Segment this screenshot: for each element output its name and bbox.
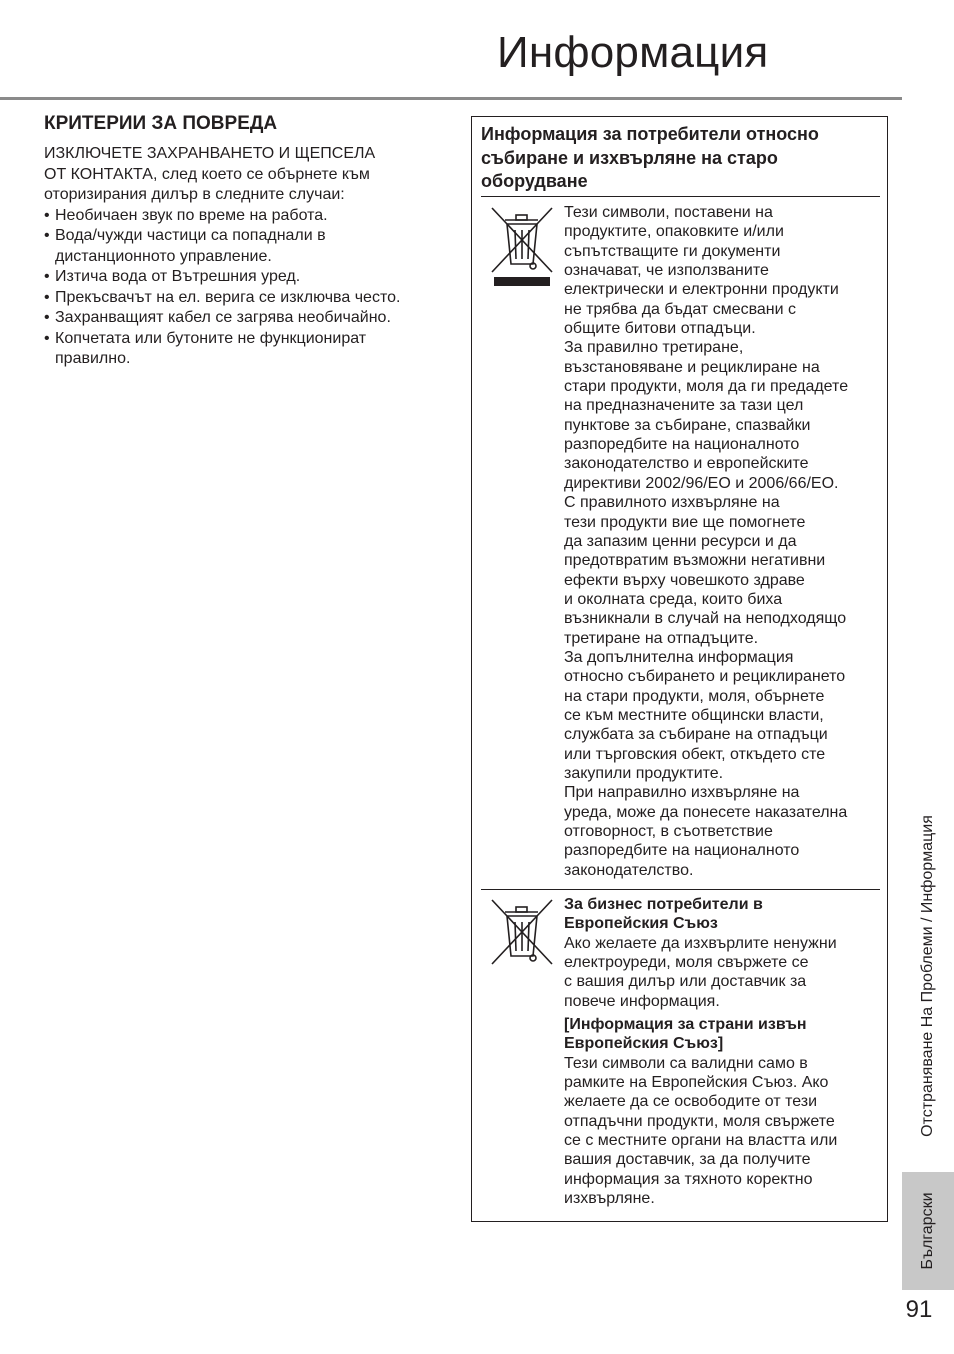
text-line: да запазим ценни ресурси и да bbox=[564, 532, 797, 550]
text-line: уреда, може да понесете наказателна bbox=[564, 803, 848, 821]
text-line: законодателство и европейските bbox=[564, 455, 809, 473]
fault-criteria-intro bbox=[44, 144, 444, 206]
text-line: ефекти върху човешкото здраве bbox=[564, 571, 805, 589]
business-heading-line: Европейския Съюз bbox=[564, 915, 718, 933]
list-item bbox=[44, 288, 444, 309]
side-tab-language-label: Български bbox=[919, 1192, 936, 1270]
bullet-marker: • bbox=[44, 227, 50, 244]
side-tab-language bbox=[902, 1172, 954, 1290]
intro-line: ИЗКЛЮЧЕТЕ ЗАХРАНВАНЕТО И ЩЕПСЕЛА bbox=[44, 145, 376, 162]
text-line: на предназначените за тази цел bbox=[564, 397, 804, 415]
fault-criteria-list bbox=[44, 206, 444, 370]
text-line: продуктите, опаковките и/или bbox=[564, 223, 784, 241]
bullet-marker: • bbox=[44, 268, 50, 285]
text-line: рамките на Европейския Съюз. Ако bbox=[564, 1074, 829, 1092]
divider bbox=[481, 889, 880, 890]
text-line: тези продукти вие ще помогнете bbox=[564, 513, 806, 531]
text-line: не трябва да бъдат смесвани с bbox=[564, 300, 797, 318]
list-item-text: Прекъсвачът на ел. верига се изключва често. bbox=[55, 288, 401, 306]
side-tab-section-label: Отстраняване На Проблеми / Информация bbox=[919, 815, 936, 1137]
bullet-marker: • bbox=[44, 329, 50, 347]
page-number: 91 bbox=[905, 1296, 933, 1323]
text-line: разпоредбите на националното bbox=[564, 842, 800, 860]
text-line: възникнали в случай на неподходящо bbox=[564, 610, 847, 628]
list-item bbox=[44, 329, 444, 370]
text-line: означават, че използваните bbox=[564, 262, 769, 280]
disposal-text-household bbox=[564, 203, 848, 880]
text-line: възстановяване и рециклиране на bbox=[564, 358, 820, 376]
list-item-text: Захранващият кабел се загрява необичайно. bbox=[55, 309, 391, 326]
list-item-text: Копчетата или бутоните не функционират bbox=[55, 329, 367, 347]
business-heading-line: За бизнес потребители в bbox=[564, 896, 763, 913]
heading-line: събиране и изхвърляне на старо bbox=[481, 147, 778, 168]
fault-criteria-heading: КРИТЕРИИ ЗА ПОВРЕДА bbox=[44, 113, 278, 134]
text-line: електрически и електронни продукти bbox=[564, 281, 839, 299]
list-item-text: правилно. bbox=[55, 350, 131, 367]
bullet-marker: • bbox=[44, 288, 50, 306]
text-line: За допълнителна информация bbox=[564, 648, 794, 666]
text-line: При направилно изхвърляне на bbox=[564, 784, 800, 802]
text-line: отпадъчни продукти, моля свържете bbox=[564, 1112, 835, 1130]
text-line: Тези символи, поставени на bbox=[564, 204, 773, 221]
list-item bbox=[44, 308, 444, 329]
text-line: се с местните органи на властта или bbox=[564, 1132, 838, 1150]
text-line: службата за събиране на отпадъци bbox=[564, 726, 828, 744]
text-line: разпоредбите на националното bbox=[564, 436, 800, 454]
text-line: или търговския обект, откъдето сте bbox=[564, 745, 826, 763]
disposal-info-heading bbox=[481, 123, 881, 194]
text-line: Ако желаете да изхвърлите ненужни bbox=[564, 934, 837, 952]
list-item bbox=[44, 267, 444, 288]
outside-eu-heading-line: [Информация за страни извън bbox=[564, 1016, 807, 1034]
text-line: общите битови отпадъци. bbox=[564, 320, 756, 338]
intro-line: ОТ КОНТАКТА, след което се обърнете към bbox=[44, 165, 370, 183]
text-line: С правилното изхвърляне на bbox=[564, 494, 780, 512]
text-line: директиви 2002/96/EO и 2006/66/EO. bbox=[564, 474, 839, 492]
text-line: и околната среда, които биха bbox=[564, 590, 783, 608]
bullet-marker: • bbox=[44, 206, 50, 224]
divider bbox=[481, 196, 880, 197]
list-item bbox=[44, 226, 444, 267]
title-rule bbox=[0, 97, 902, 100]
text-line: съпътстващите ги документи bbox=[564, 242, 781, 260]
text-line: Тези символи са валидни само в bbox=[564, 1054, 808, 1072]
list-item-text: Необичаен звук по време на работа. bbox=[55, 206, 328, 224]
side-tab-section bbox=[902, 780, 954, 1172]
outside-eu-heading-line: Европейския Съюз] bbox=[564, 1035, 724, 1053]
heading-line: Информация за потребители относно bbox=[481, 124, 819, 144]
disposal-text-business bbox=[564, 895, 837, 1209]
page-title: Информация bbox=[497, 28, 769, 77]
text-line: повече информация. bbox=[564, 992, 720, 1010]
text-line: с вашия дилър или доставчик за bbox=[564, 973, 807, 991]
heading-line: оборудване bbox=[481, 171, 588, 191]
fault-criteria-section bbox=[44, 112, 444, 370]
text-line: третиране на отпадъците. bbox=[564, 629, 759, 647]
bullet-marker: • bbox=[44, 309, 50, 326]
text-line: електроуреди, моля свържете се bbox=[564, 954, 809, 972]
text-line: изхвърляне. bbox=[564, 1190, 655, 1208]
list-item-text: Вода/чужди частици са попаднали в bbox=[55, 227, 326, 244]
text-line: За правилно третиране, bbox=[564, 339, 744, 357]
text-line: на стари продукти, моля, обърнете bbox=[564, 687, 825, 705]
text-line: пунктове за събиране, спазвайки bbox=[564, 416, 811, 434]
disposal-info-box bbox=[471, 116, 888, 1222]
text-line: относно събирането и рециклирането bbox=[564, 668, 846, 686]
text-line: информация за тяхното коректно bbox=[564, 1170, 813, 1188]
crossed-out-wheelie-bin-icon bbox=[490, 898, 554, 966]
text-line: законодателство. bbox=[564, 861, 694, 879]
text-line: отговорност, в съответствие bbox=[564, 823, 773, 840]
text-line: се към местните общински власти, bbox=[564, 706, 824, 724]
text-line: желаете да се освободите от тези bbox=[564, 1093, 818, 1111]
text-line: закупили продуктите. bbox=[564, 764, 724, 782]
text-line: предотвратим възможни негативни bbox=[564, 552, 826, 570]
crossed-out-wheelie-bin-with-bar-icon bbox=[490, 206, 554, 288]
intro-line: оторизирания дилър в следните случаи: bbox=[44, 186, 345, 203]
list-item-text: дистанционното управление. bbox=[55, 247, 272, 265]
text-line: вашия доставчик, за да получите bbox=[564, 1151, 811, 1169]
list-item bbox=[44, 206, 444, 227]
text-line: стари продукти, моля да ги предадете bbox=[564, 378, 849, 396]
list-item-text: Изтича вода от Вътрешния уред. bbox=[55, 268, 301, 285]
